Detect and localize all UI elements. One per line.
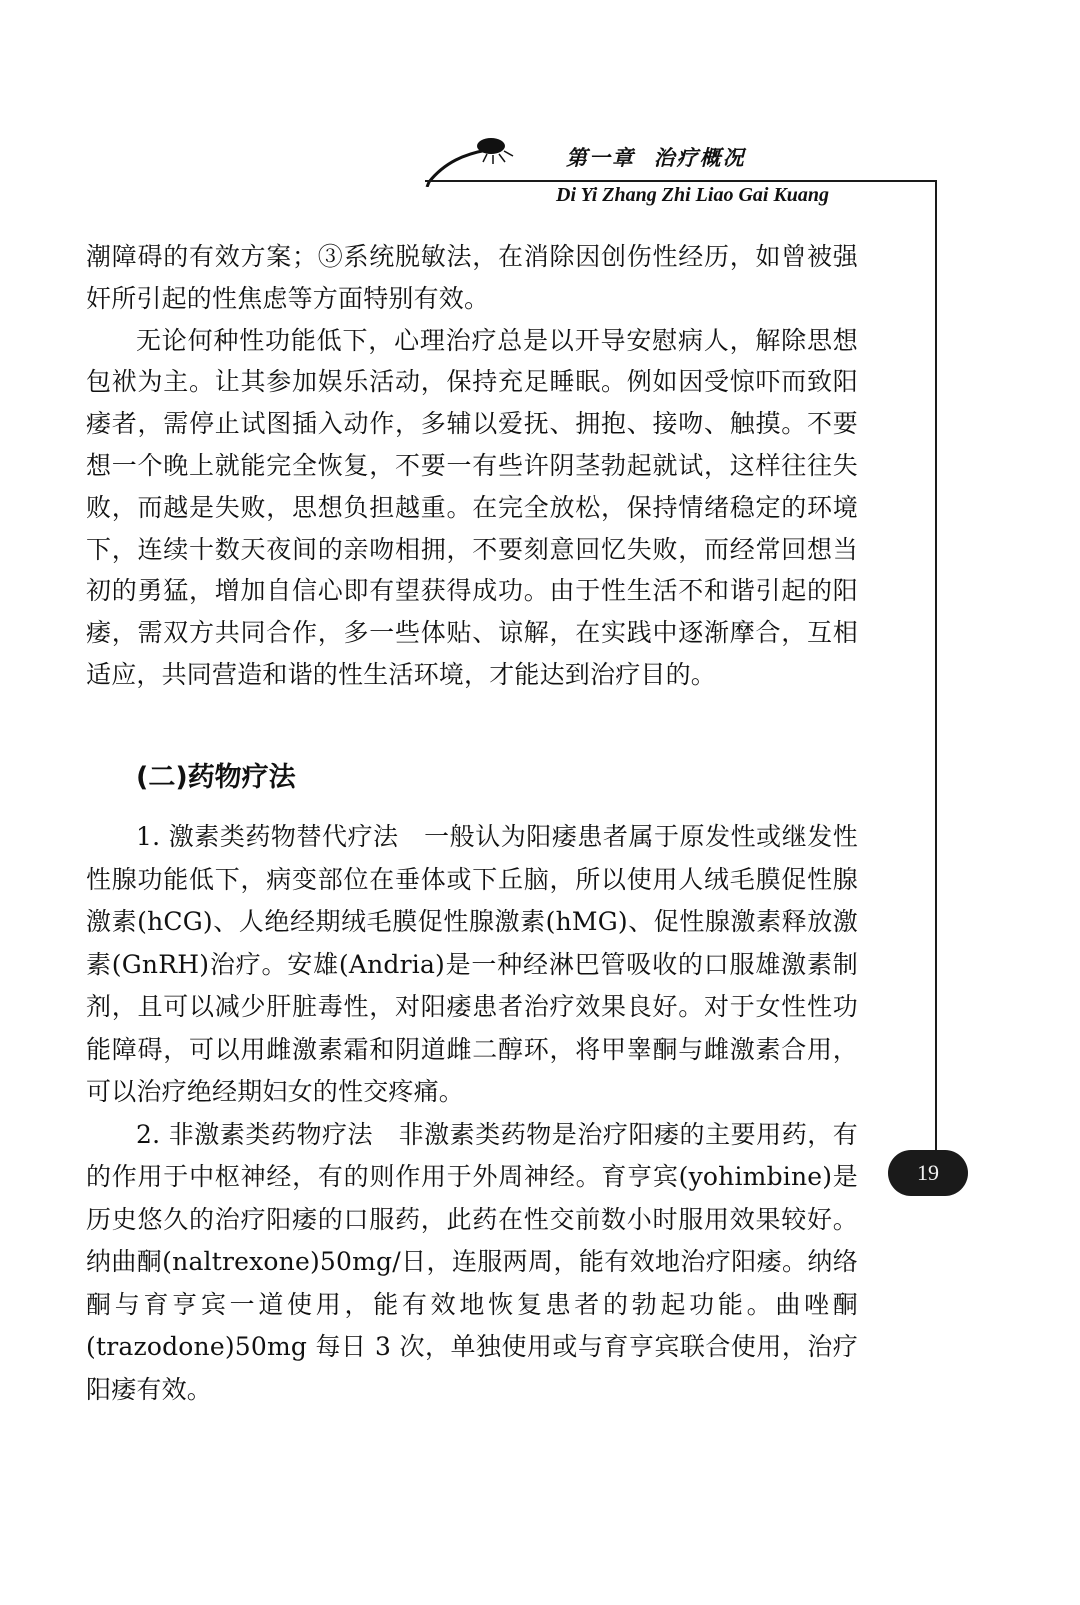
paragraph: 无论何种性功能低下，心理治疗总是以开导安慰病人，解除思想包袱为主。让其参加娱乐活动，保持充足睡眠。例如因受惊吓而致阳痿者，需停止试图插入动作，多辅以爱抚、拥抱、接吻、触摸。不要想一个晚上就能完全恢复，不要一有些许阴茎勃起就试，这样往往失败，而越是失败，思想负担越重。在完全放松，保持情绪稳定的环境下，连续十数天夜间的亲吻相拥，不要刻意回忆失败，而经常回想当初的勇猛，增加自信心即有望获得成功。由于性生活不和谐引起的阳痿，需双方共同合作，多一些体贴、谅解，在实践中逐渐摩合，互相适应，共同营造和谐的性生活环境，才能达到治疗目的。 — [86, 325, 858, 689]
margin-rule — [935, 180, 937, 1180]
body-text-bottom — [86, 816, 858, 1411]
body-text-top — [86, 236, 858, 696]
paragraph: 2. 非激素类药物疗法 非激素类药物是治疗阳痿的主要用药，有的作用于中枢神经，有的则作用于外周神经。育亨宾(yohimbine)是历史悠久的治疗阳痿的口服药，此药在性交前数小时服用效果较好。纳曲酮(naltrexone)50mg/日，连服两周，能有效地治疗阳痿。纳络酮与育亨宾一道使用，能有效地恢复患者的勃起功能。曲唑酮(trazodone)50mg 每日 3 次，单独使用或与育亨宾联合使用，治疗阳痿有效。 — [86, 1119, 858, 1404]
section-heading: (二)药物疗法 — [136, 762, 296, 793]
paragraph: 潮障碍的有效方案；③系统脱敏法，在消除因创伤性经历，如曾被强奸所引起的性焦虑等方面特别有效。 — [86, 242, 858, 313]
header-rule — [425, 180, 937, 182]
chapter-title-pinyin: Di Yi Zhang Zhi Liao Gai Kuang — [556, 184, 830, 206]
lamp-icon — [425, 132, 535, 187]
page-number: 19 — [888, 1150, 968, 1196]
paragraph: 1. 激素类药物替代疗法 一般认为阳痿患者属于原发性或继发性性腺功能低下，病变部位在垂体或下丘脑，所以使用人绒毛膜促性腺激素(hCG)、人绝经期绒毛膜促性腺激素(hMG)、促性腺激素释放激素(GnRH)治疗。安雄(Andria)是一种经淋巴管吸收的口服雄激素制剂，且可以减少肝脏毒性，对阳痿患者治疗效果良好。对于女性性功能障碍，可以用雌激素霜和阴道雌二醇环，将甲睾酮与雌激素合用，可以治疗绝经期妇女的性交疼痛。 — [86, 822, 858, 1106]
chapter-title: 第一章 治疗概况 — [566, 146, 746, 170]
